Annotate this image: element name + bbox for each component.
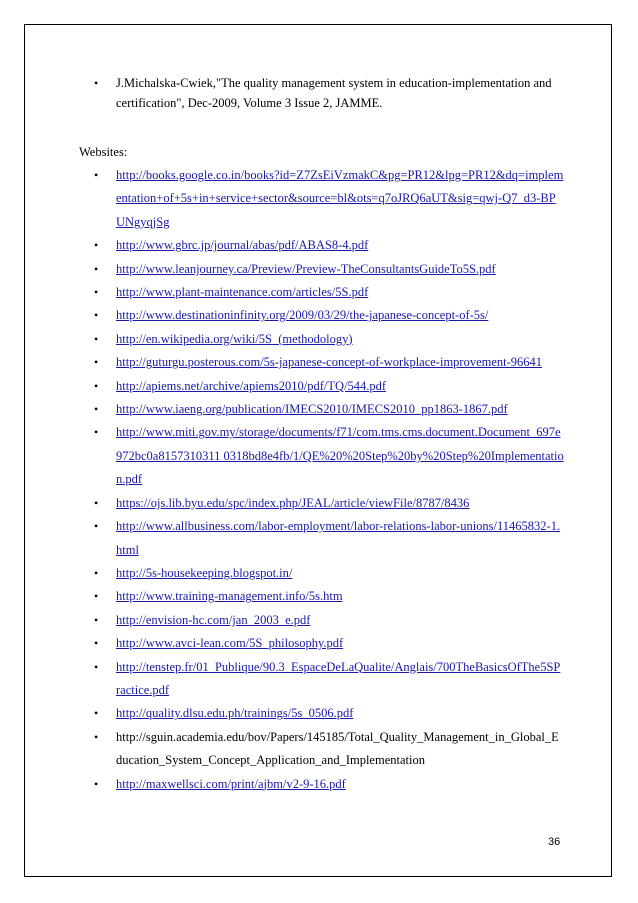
website-link[interactable]: http://www.plant-maintenance.com/articles/5S.pdf — [116, 285, 369, 300]
website-link[interactable]: http://tenstep.fr/01_Publique/90.3_EspaceDeLaQualite/Anglais/700TheBasicsOfThe5SPractice.pdf — [116, 659, 561, 697]
reference-text: J.Michalska-Cwiek,"The quality management system in education-implementation and certification", Dec-2009, Volume 3 Issue 2, JAMME. — [116, 76, 552, 110]
website-url-text: http://sguin.academia.edu/bov/Papers/145185/Total_Quality_Management_in_Global_Education_System_Concept_Application_and_Implementation — [116, 729, 559, 768]
list-item — [94, 562, 564, 585]
list-item — [94, 421, 564, 491]
websites-heading: Websites: — [79, 145, 128, 159]
bullet-icon: • — [94, 636, 99, 651]
website-link[interactable]: http://envision-hc.com/jan_2003_e.pdf — [116, 612, 311, 627]
bullet-icon: • — [94, 565, 99, 580]
bullet-icon: • — [94, 238, 99, 253]
page-number: 36 — [548, 836, 561, 848]
list-item — [94, 632, 564, 655]
list-item — [94, 375, 564, 398]
website-link[interactable]: http://www.iaeng.org/publication/IMECS2010/IMECS2010_pp1863-1867.pdf — [116, 402, 508, 417]
list-item — [94, 328, 564, 351]
reference-list — [94, 73, 564, 113]
list-item — [94, 398, 564, 421]
bullet-icon: • — [94, 612, 99, 627]
list-item — [94, 492, 564, 515]
website-link[interactable]: http://guturgu.posterous.com/5s-japanese-concept-of-workplace-improvement-96641 — [116, 355, 543, 370]
bullet-icon: • — [94, 378, 99, 393]
list-item — [94, 351, 564, 374]
list-item — [94, 585, 564, 608]
website-link[interactable]: http://books.google.co.in/books?id=Z7ZsEiVzmakC&pg=PR12&lpg=PR12&dq=implementation+of+5s+in+service+sector&source=bl&ots=q7oJRQ6aUT&sig=qwj-Q7_d3-BPUNgyqjSg — [116, 168, 564, 229]
bullet-icon: • — [94, 589, 99, 604]
bullet-icon: • — [94, 355, 99, 370]
website-link[interactable]: http://www.miti.gov.my/storage/documents/f71/com.tms.cms.document.Document_697e972bc0a8157310311 0318bd8e4fb/1/QE%20%20Step%20by%20Step%20Implementation.pdf — [116, 425, 564, 487]
website-link[interactable]: http://5s-housekeeping.blogspot.in/ — [116, 565, 293, 580]
website-link[interactable]: http://www.leanjourney.ca/Preview/Preview-TheConsultantsGuideTo5S.pdf — [116, 261, 496, 276]
bullet-icon: • — [94, 519, 99, 534]
website-link[interactable]: http://www.training-management.info/5s.htm — [116, 589, 343, 604]
reference-item — [94, 73, 564, 113]
list-item — [94, 234, 564, 257]
list-item — [94, 609, 564, 632]
list-item — [94, 164, 564, 234]
bullet-icon: • — [94, 495, 99, 510]
list-item — [94, 515, 564, 562]
bullet-icon: • — [94, 285, 99, 300]
website-link[interactable]: http://www.avci-lean.com/5S_philosophy.pdf — [116, 636, 344, 651]
website-link[interactable]: http://apiems.net/archive/apiems2010/pdf/TQ/544.pdf — [116, 378, 387, 393]
list-item — [94, 773, 564, 796]
website-link[interactable]: http://maxwellsci.com/print/ajbm/v2-9-16.pdf — [116, 776, 346, 791]
list-item — [94, 656, 564, 703]
bullet-icon: • — [94, 659, 99, 674]
bullet-icon: • — [94, 76, 99, 90]
website-link[interactable]: http://www.destinationinfinity.org/2009/03/29/the-japanese-concept-of-5s/ — [116, 308, 489, 323]
bullet-icon: • — [94, 308, 99, 323]
bullet-icon: • — [94, 706, 99, 721]
bullet-icon: • — [94, 168, 99, 182]
website-link[interactable]: http://www.gbrc.jp/journal/abas/pdf/ABAS8-4.pdf — [116, 238, 369, 253]
bullet-icon: • — [94, 402, 99, 417]
bullet-icon: • — [94, 425, 99, 440]
website-link[interactable]: http://en.wikipedia.org/wiki/5S_(methodology) — [116, 331, 353, 346]
list-item — [94, 304, 564, 327]
bullet-icon: • — [94, 776, 99, 791]
list-item — [94, 702, 564, 725]
list-item — [94, 726, 564, 773]
website-link-list — [94, 164, 564, 796]
website-link[interactable]: http://quality.dlsu.edu.ph/trainings/5s_0506.pdf — [116, 706, 354, 721]
website-link[interactable]: https://ojs.lib.byu.edu/spc/index.php/JEAL/article/viewFile/8787/8436 — [116, 495, 470, 510]
bullet-icon: • — [94, 331, 99, 346]
bullet-icon: • — [94, 261, 99, 276]
bullet-icon: • — [94, 729, 99, 744]
list-item — [94, 258, 564, 281]
website-link[interactable]: http://www.allbusiness.com/labor-employment/labor-relations-labor-unions/11465832-1.html — [116, 519, 561, 557]
list-item — [94, 281, 564, 304]
